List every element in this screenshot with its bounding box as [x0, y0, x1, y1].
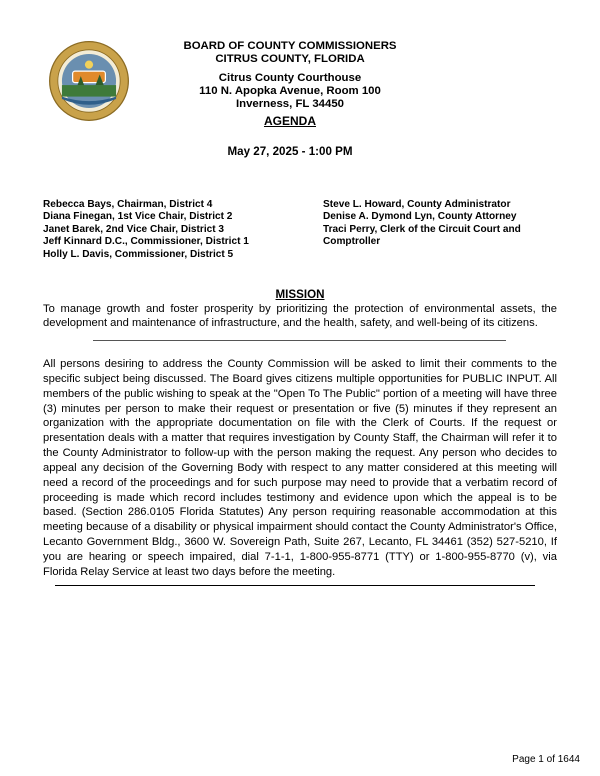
courthouse-city: Inverness, FL 34450	[235, 98, 345, 111]
commissioner-entry: Jeff Kinnard D.C., Commissioner, District 1	[43, 236, 249, 248]
section-divider	[93, 340, 506, 341]
staff-entry: Denise A. Dymond Lyn, County Attorney	[323, 211, 517, 223]
citrus-county-seal-icon	[48, 40, 130, 122]
mission-statement: To manage growth and foster prosperity by prioritizing the protection of environmental assets, the development and maintenance of infrastructure, and the health, safety, and well-being of its citizens.	[43, 303, 557, 329]
staff-list	[323, 199, 563, 249]
meeting-date: May 27, 2025 - 1:00 PM	[227, 145, 353, 158]
commissioner-entry: Rebecca Bays, Chairman, District 4	[43, 199, 213, 210]
courthouse-name: Citrus County Courthouse	[218, 71, 362, 84]
commissioner-entry: Holly L. Davis, Commissioner, District 5	[43, 248, 234, 260]
staff-entry: Comptroller	[323, 236, 381, 248]
footer-divider	[55, 585, 535, 586]
courthouse-street: 110 N. Apopka Avenue, Room 100	[199, 84, 381, 97]
agenda-header	[140, 40, 440, 130]
commissioner-entry: Diana Finegan, 1st Vice Chair, District 2	[43, 211, 233, 223]
staff-entry: Steve L. Howard, County Administrator	[323, 199, 511, 210]
commissioners-list	[43, 199, 303, 261]
public-input-notice: All persons desiring to address the County Commission will be asked to limit their comments to the specific subject being discussed. The Board gives citizens multiple opportunities for PUBLIC INPUT. All members of the public wishing to speak at the "Open To The Public" portion of a meeting will have three (3) minutes per person to make their request or presentation or five (5) minutes if they represent an organization with the appropriate documentation on file with the Clerk of Courts. If the request or presentation deals with a matter that requires investigation by County Staff, the Chairman will refer it to the County Administrator to follow-up with the person making the request. Any person who decides to appeal any decision of the Governing Body with respect to any matter considered at this meeting will need a record of the proceedings and for such purpose may need to provide that a verbatim record of proceeding is made which record includes testimony and evidence upon which the appeal is to be based. (Section 286.0105 Florida Statutes) Any person requiring reasonable accommodation at this meeting because of a disability or physical impairment should contact the County Administrator's Office, Lecanto Government Bldg., 3600 W. Sovereign Path, Suite 267, Lecanto, FL 34461 (352) 527-5210, If you are hearing or speech impaired, dial 7-1-1, 1-800-955-8771 (TTY) or 1-800-955-8770 (v), via Florida Relay Service at least two days before the meeting.	[43, 358, 557, 578]
staff-entry: Traci Perry, Clerk of the Circuit Court and	[323, 223, 521, 235]
county-name: CITRUS COUNTY, FLORIDA	[215, 53, 365, 66]
agenda-title: AGENDA	[263, 114, 316, 129]
commissioner-entry: Janet Barek, 2nd Vice Chair, District 3	[43, 223, 225, 235]
page-number: Page 1 of 1644	[512, 754, 580, 765]
board-name: BOARD OF COUNTY COMMISSIONERS	[183, 40, 397, 52]
mission-title: MISSION	[275, 288, 325, 301]
